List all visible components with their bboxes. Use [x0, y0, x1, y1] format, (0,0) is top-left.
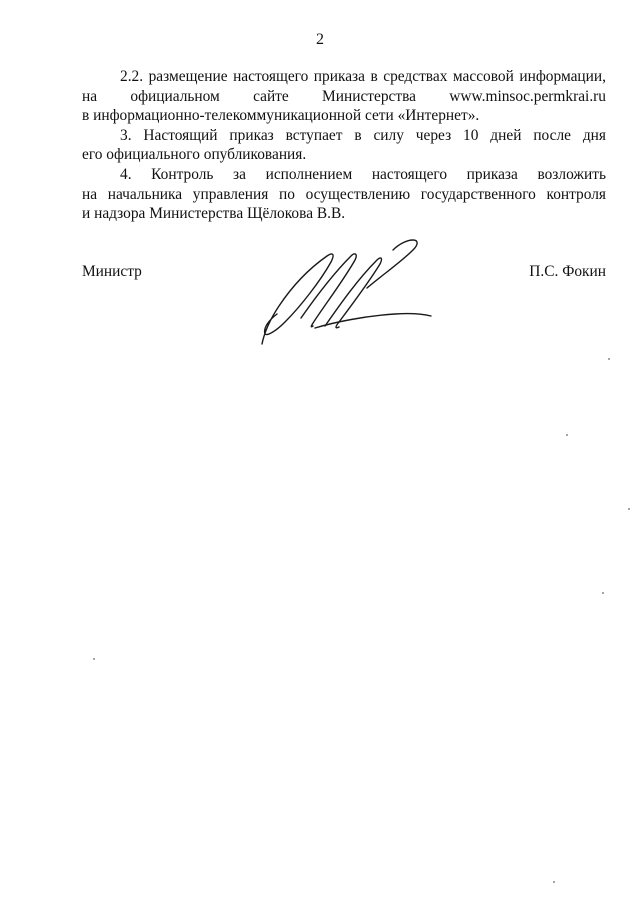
scan-speck [553, 881, 555, 883]
paragraph-3-line-2: его официального опубликования. [82, 146, 307, 164]
paragraph-2-2-line-2 [82, 87, 606, 107]
paragraph-4 [82, 165, 606, 224]
scan-speck [93, 658, 95, 660]
word: официальном [130, 87, 220, 105]
scan-speck [608, 358, 610, 360]
paragraph-4-line-3: и надзора Министерства Щёлокова В.В. [82, 205, 346, 223]
scan-speck [602, 592, 604, 594]
signatory-name: П.С. Фокин [529, 263, 606, 280]
paragraph-3 [82, 126, 606, 165]
paragraph-4-line-1: 4. Контроль за исполнением настоящего приказа возложить [120, 165, 606, 183]
handwritten-signature [255, 236, 435, 348]
paragraph-3-line-1: 3. Настоящий приказ вступает в силу через 10 дней после дня [120, 126, 606, 144]
document-body [82, 67, 606, 224]
word: Министерства [322, 87, 416, 105]
scan-speck [566, 434, 568, 436]
scan-speck [628, 508, 630, 510]
paragraph-2-2-line-1: 2.2. размещение настоящего приказа в средствах массовой информации, [120, 68, 606, 85]
website-url: www.minsoc.permkrai.ru [449, 87, 606, 105]
signatory-title: Министр [82, 263, 142, 280]
paragraph-4-line-2: на начальника управления по осуществлению государственного контроля [82, 185, 606, 203]
paragraph-2-2-line-3: в информационно-телекоммуникационной сети «Интернет». [82, 107, 480, 125]
page-number: 2 [316, 31, 324, 48]
word: сайте [253, 87, 289, 105]
paragraph-2-2 [82, 67, 606, 126]
word: на [82, 87, 98, 105]
